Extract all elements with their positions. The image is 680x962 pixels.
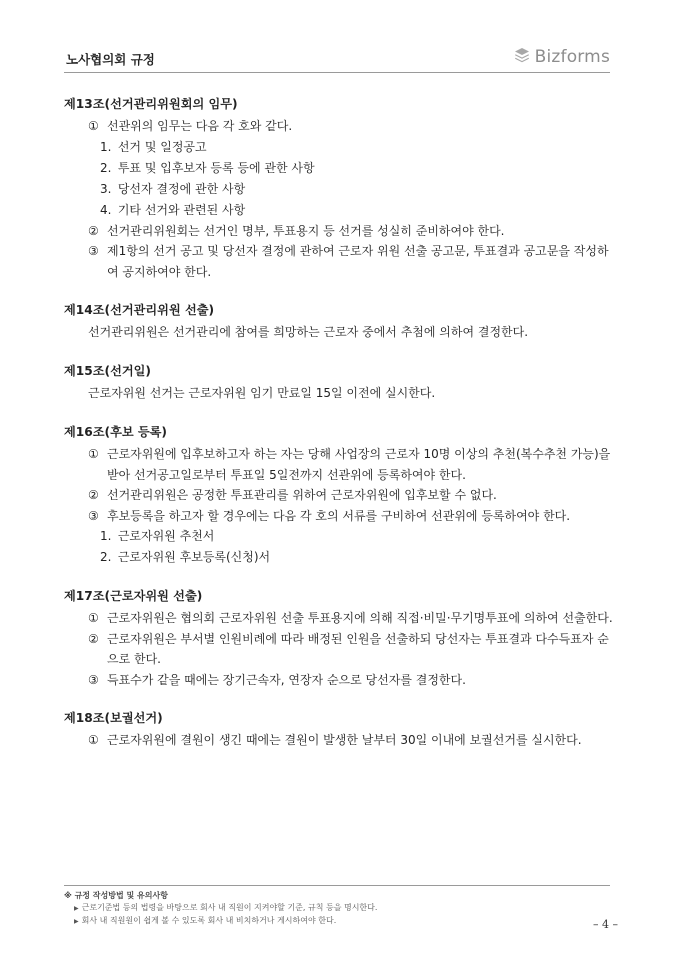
bullet-triangle-icon: ▶ [74, 905, 79, 912]
article-title: 제18조(보궐선거) [64, 711, 163, 725]
page-number: – 4 – [593, 918, 618, 931]
article-title: 제16조(후보 등록) [64, 425, 167, 439]
paragraph: ③ 제1항의 선거 공고 및 당선자 결정에 관하여 근로자 위원 선출 공고문, 투표결과 공고문을 작성하여 공지하여야 한다. [88, 244, 609, 279]
paragraph: ① 근로자위원에 결원이 생긴 때에는 결원이 발생한 날부터 30일 이내에 보궐선거를 실시한다. [88, 733, 582, 747]
article-14 [64, 301, 614, 343]
page-header [64, 40, 610, 73]
article-title: 제17조(근로자위원 선출) [64, 589, 203, 603]
article-17 [64, 587, 614, 690]
list-item: 1. 근로자위원 추천서 [100, 529, 215, 543]
list-item: 1. 선거 및 일정공고 [100, 139, 207, 154]
list-item: 4. 기타 선거와 관련된 사항 [100, 202, 246, 217]
paragraph: ① 선관위의 임무는 다음 각 호와 같다. [88, 119, 293, 133]
paragraph: 선거관리위원은 선거관리에 참여를 희망하는 근로자 중에서 추첨에 의하여 결정한다. [88, 325, 529, 339]
article-18 [64, 709, 614, 751]
footnote-item: ▶ 근로기준법 등의 법령을 바탕으로 회사 내 직원이 지켜야할 기준, 규칙 등을 명시한다. [74, 903, 378, 912]
brand-name: Bizforms [534, 47, 610, 67]
document-title: 노사협의회 규정 [66, 52, 155, 67]
paragraph: ③ 득표수가 같을 때에는 장기근속자, 연장자 순으로 당선자를 결정한다. [88, 672, 466, 687]
stacked-layers-icon [513, 46, 531, 68]
list-item: 2. 근로자위원 후보등록(신청)서 [100, 550, 271, 564]
paragraph: ② 선거관리위원은 공정한 투표관리를 위하여 근로자위원에 입후보할 수 없다. [88, 488, 497, 502]
article-title: 제14조(선거관리위원 선출) [64, 303, 215, 317]
paragraph: ② 선거관리위원회는 선거인 명부, 투표용지 등 선거를 성실히 준비하여야 한다. [88, 223, 505, 238]
list-item: 3. 당선자 결정에 관한 사항 [100, 181, 246, 196]
footnote [64, 885, 610, 928]
paragraph: ③ 후보등록을 하고자 할 경우에는 다음 각 호의 서류를 구비하여 선관위에 등록하여야 한다. [88, 508, 571, 523]
paragraph: ① 근로자위원은 협의회 근로자위원 선출 투표용지에 의해 직접·비밀·무기명투표에 의하여 선출한다. [88, 611, 613, 625]
article-13 [64, 95, 614, 282]
paragraph: ① 근로자위원에 입후보하고자 하는 자는 당해 사업장의 근로자 10명 이상의 추천(복수추천 가능)을 받아 선거공고일로부터 투표일 5일전까지 선관위에 등록하여야 한다. [88, 447, 611, 482]
article-16 [64, 423, 614, 568]
footnote-title: ※ 규정 작성방법 및 유의사항 [64, 891, 168, 900]
article-title: 제13조(선거관리위원회의 임무) [64, 97, 238, 111]
brand-logo [513, 46, 610, 68]
list-item: 2. 투표 및 입후보자 등록 등에 관한 사항 [100, 160, 315, 175]
article-title: 제15조(선거일) [64, 364, 151, 378]
paragraph: ② 근로자위원은 부서별 인원비례에 따라 배정된 인원을 선출하되 당선자는 투표결과 다수득표자 순으로 한다. [88, 631, 609, 666]
paragraph: 근로자위원 선거는 근로자위원 임기 만료일 15일 이전에 실시한다. [88, 386, 436, 400]
footnote-item: ▶ 회사 내 직원원이 쉽게 볼 수 있도록 회사 내 비치하거나 게시하여야 한다. [74, 916, 337, 925]
bullet-triangle-icon: ▶ [74, 918, 79, 925]
article-15 [64, 362, 614, 404]
document-body [64, 95, 614, 770]
